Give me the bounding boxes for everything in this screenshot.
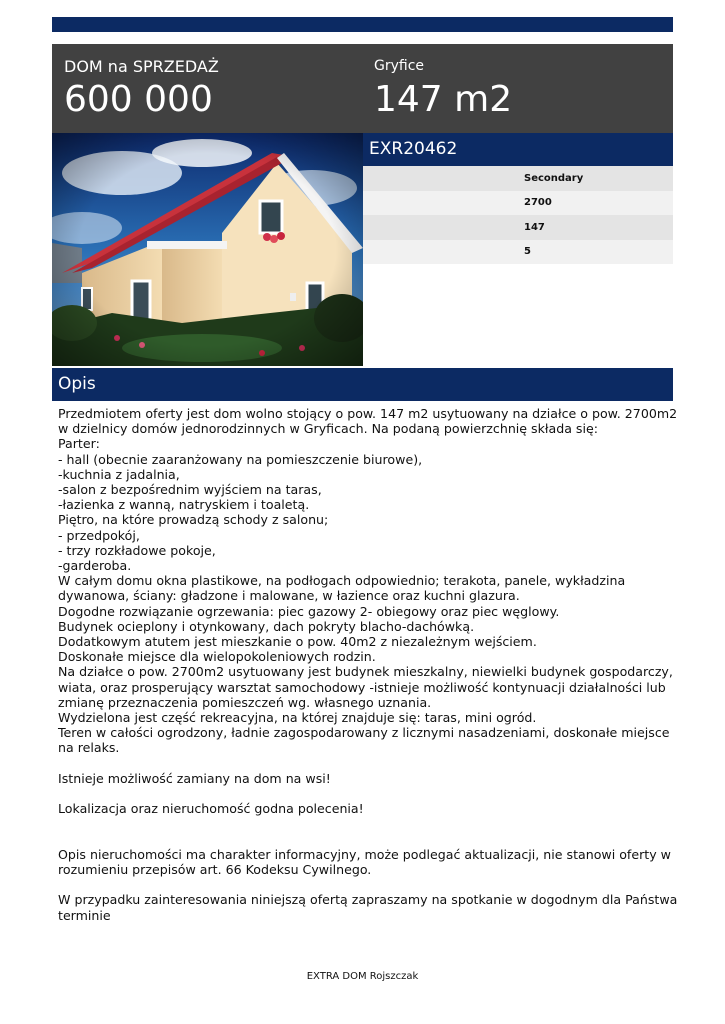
description-line: Budynek ocieplony i otynkowany, dach pokryty blacho-dachówką. bbox=[58, 618, 475, 634]
description-line: Doskonałe miejsce dla wielopokoleniowych rodzin. bbox=[58, 649, 376, 665]
description-line: - trzy rozkładowe pokoje, bbox=[58, 542, 216, 558]
param-value: Secondary bbox=[524, 172, 584, 184]
param-value: 2700 bbox=[524, 197, 552, 209]
section-title: Opis bbox=[52, 368, 673, 401]
description-line: Wydzielona jest część rekreacyjna, na której znajduje się: taras, mini ogród. bbox=[58, 710, 537, 726]
description-line bbox=[58, 816, 670, 831]
description-line bbox=[58, 877, 670, 892]
location-block bbox=[374, 56, 512, 122]
parameters-table bbox=[363, 166, 673, 264]
description-line: Na działce o pow. 2700m2 usytuowany jest budynek mieszkalny, niewielki budynek gospodarczy, bbox=[58, 664, 673, 680]
description-line: rozumieniu przepisów art. 66 Kodeksu Cywilnego. bbox=[58, 862, 372, 878]
listing-type: DOM na SPRZEDAŻ bbox=[64, 57, 219, 76]
description-line bbox=[58, 832, 670, 847]
footer-company: EXTRA DOM Rojszczak bbox=[306, 971, 419, 982]
listing-header bbox=[52, 44, 673, 133]
description-line: na relaks. bbox=[58, 740, 120, 756]
description-line: Piętro, na które prowadzą schody z salonu; bbox=[58, 512, 329, 528]
param-row bbox=[363, 191, 673, 216]
description-line: -salon z bezpośrednim wyjściem na taras, bbox=[58, 482, 322, 498]
description-line: -garderoba. bbox=[58, 558, 132, 574]
description-line: Przedmiotem oferty jest dom wolno stojący o pow. 147 m2 usytuowany na działce o pow. 2700m2 bbox=[58, 406, 678, 421]
description-line: W całym domu okna plastikowe, na podłogach odpowiednio; terakota, panele, wykładzina bbox=[58, 573, 626, 589]
description-line: W przypadku zainteresowania niniejszą ofertą zapraszamy na spotkanie w dogodnym dla Państwa bbox=[58, 892, 678, 908]
description-line: - hall (obecnie zaaranżowany na pomieszczenie biurowe), bbox=[58, 451, 423, 467]
description-line: - przedpokój, bbox=[58, 527, 140, 543]
description-line: Dogodne rozwiązanie ogrzewania: piec gazowy 2- obiegowy oraz piec węglowy. bbox=[58, 603, 560, 619]
description-line: terminie bbox=[58, 907, 111, 923]
description-line: Parter: bbox=[58, 436, 100, 452]
description-line: Lokalizacja oraz nieruchomość godna polecenia! bbox=[58, 801, 364, 817]
description-line: Teren w całości ogrodzony, ładnie zagospodarowany z licznymi nasadzeniami, doskonałe miejsce bbox=[58, 725, 670, 741]
description-line: w dzielnicy domów jednorodzinnych w Gryficach. Na podaną powierzchnię składa się: bbox=[58, 421, 598, 437]
description-line bbox=[58, 786, 670, 801]
description-line: Istnieje możliwość zamiany na dom na wsi! bbox=[58, 770, 331, 786]
description-line: -kuchnia z jadalnia, bbox=[58, 466, 180, 482]
description-line: Dodatkowym atutem jest mieszkanie o pow. 40m2 z niezależnym wejściem. bbox=[58, 634, 537, 650]
description-line: Opis nieruchomości ma charakter informacyjny, może podlegać aktualizacji, nie stanowi oferty w bbox=[58, 846, 671, 862]
param-row bbox=[363, 240, 673, 265]
param-value: 5 bbox=[524, 246, 531, 258]
property-photo bbox=[52, 133, 363, 366]
top-accent-bar bbox=[52, 17, 673, 32]
price: 600 000 bbox=[64, 79, 213, 120]
param-row bbox=[363, 215, 673, 240]
description-line: -łazienka z wanną, natryskiem i toaletą. bbox=[58, 497, 310, 513]
description-line bbox=[58, 756, 670, 771]
description-line: dywanowa, ściany: gładzone i malowane, w łazience oraz kuchni glazura. bbox=[58, 588, 520, 604]
city: Gryfice bbox=[374, 58, 425, 74]
reference-number: EXR20462 bbox=[363, 133, 673, 166]
description-line: wiata, oraz prosperujący warsztat samochodowy -istnieje możliwość kontynuacji działalności lub bbox=[58, 679, 666, 695]
param-value: 147 bbox=[524, 221, 545, 233]
description bbox=[58, 406, 678, 923]
description-line: zmianę przeznaczenia pomieszczeń wg. własnego uznania. bbox=[58, 694, 432, 710]
area: 147 m2 bbox=[374, 79, 513, 120]
price-block bbox=[64, 56, 219, 122]
param-row bbox=[363, 166, 673, 191]
